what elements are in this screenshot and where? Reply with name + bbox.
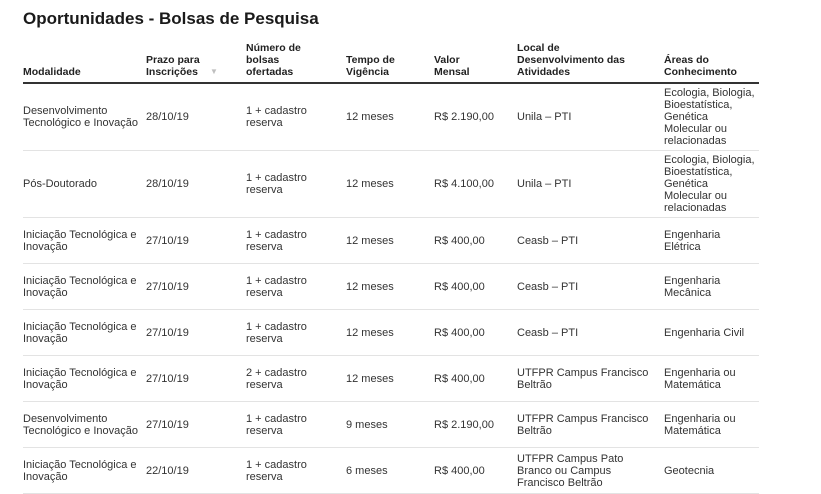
local-cell: Ceasb – PTI [517, 218, 664, 264]
tempo-vigencia-cell: 12 meses [346, 310, 434, 356]
table-row [23, 83, 759, 151]
numero-bolsas-cell: 1 + cadastro reserva [246, 151, 346, 218]
table-row [23, 448, 759, 494]
prazo-cell: 28/10/19 [146, 83, 246, 151]
table-row [23, 310, 759, 356]
local-cell: UTFPR Campus Pato Branco ou Campus Francisco Beltrão [517, 448, 664, 494]
areas-cell: Engenharia Civil [664, 310, 759, 356]
local-cell: UTFPR Campus Francisco Beltrão [517, 356, 664, 402]
numero-bolsas-cell: 1 + cadastro reserva [246, 83, 346, 151]
prazo-cell: 28/10/19 [146, 151, 246, 218]
column-header-areas[interactable]: Áreas do Conhecimento [664, 42, 759, 83]
modalidade-cell: Pós-Doutorado [23, 151, 146, 218]
local-cell: Ceasb – PTI [517, 264, 664, 310]
areas-cell: Engenharia ou Matemática [664, 356, 759, 402]
valor-mensal-cell: R$ 400,00 [434, 356, 517, 402]
prazo-cell: 27/10/19 [146, 402, 246, 448]
sort-down-icon[interactable]: ▼ [210, 67, 218, 76]
areas-cell: Engenharia Mecânica [664, 264, 759, 310]
column-header-local[interactable]: Local de Desenvolvimento das Atividades [517, 42, 664, 83]
valor-mensal-cell: R$ 4.100,00 [434, 151, 517, 218]
column-header-modalidade[interactable]: Modalidade [23, 42, 146, 83]
tempo-vigencia-cell: 12 meses [346, 218, 434, 264]
modalidade-cell: Iniciação Tecnológica e Inovação [23, 218, 146, 264]
valor-mensal-cell: R$ 2.190,00 [434, 83, 517, 151]
table-row [23, 151, 759, 218]
areas-cell: Engenharia ou Matemática [664, 402, 759, 448]
numero-bolsas-cell: 2 + cadastro reserva [246, 356, 346, 402]
modalidade-cell: Iniciação Tecnológica e Inovação [23, 310, 146, 356]
tempo-vigencia-cell: 12 meses [346, 83, 434, 151]
local-cell: UTFPR Campus Francisco Beltrão [517, 402, 664, 448]
numero-bolsas-cell: 1 + cadastro reserva [246, 310, 346, 356]
tempo-vigencia-cell: 12 meses [346, 264, 434, 310]
column-header-numero-bolsas[interactable]: Número de bolsas ofertadas [246, 42, 346, 83]
local-cell: Ceasb – PTI [517, 310, 664, 356]
areas-cell: Ecologia, Biologia, Bioestatística, Genética Molecular ou relacionadas [664, 83, 759, 151]
column-header-prazo[interactable]: Prazo para Inscrições ▼ [146, 42, 246, 83]
prazo-cell: 27/10/19 [146, 264, 246, 310]
valor-mensal-cell: R$ 2.190,00 [434, 402, 517, 448]
valor-mensal-cell: R$ 400,00 [434, 448, 517, 494]
table-row [23, 356, 759, 402]
modalidade-cell: Iniciação Tecnológica e Inovação [23, 356, 146, 402]
tempo-vigencia-cell: 6 meses [346, 448, 434, 494]
modalidade-cell: Desenvolvimento Tecnológico e Inovação [23, 83, 146, 151]
numero-bolsas-cell: 1 + cadastro reserva [246, 402, 346, 448]
table-row [23, 218, 759, 264]
tempo-vigencia-cell: 12 meses [346, 151, 434, 218]
opportunities-table [23, 42, 759, 494]
numero-bolsas-cell: 1 + cadastro reserva [246, 264, 346, 310]
valor-mensal-cell: R$ 400,00 [434, 218, 517, 264]
column-header-valor-mensal[interactable]: Valor Mensal [434, 42, 517, 83]
prazo-cell: 27/10/19 [146, 310, 246, 356]
modalidade-cell: Iniciação Tecnológica e Inovação [23, 448, 146, 494]
page [23, 8, 759, 494]
prazo-cell: 27/10/19 [146, 218, 246, 264]
prazo-cell: 22/10/19 [146, 448, 246, 494]
tempo-vigencia-cell: 12 meses [346, 356, 434, 402]
table-row [23, 264, 759, 310]
table-row [23, 402, 759, 448]
valor-mensal-cell: R$ 400,00 [434, 264, 517, 310]
areas-cell: Geotecnia [664, 448, 759, 494]
areas-cell: Ecologia, Biologia, Bioestatística, Genética Molecular ou relacionadas [664, 151, 759, 218]
numero-bolsas-cell: 1 + cadastro reserva [246, 218, 346, 264]
modalidade-cell: Iniciação Tecnológica e Inovação [23, 264, 146, 310]
numero-bolsas-cell: 1 + cadastro reserva [246, 448, 346, 494]
local-cell: Unila – PTI [517, 83, 664, 151]
areas-cell: Engenharia Elétrica [664, 218, 759, 264]
local-cell: Unila – PTI [517, 151, 664, 218]
table-header-row [23, 42, 759, 83]
column-header-tempo-vigencia[interactable]: Tempo de Vigência [346, 42, 434, 83]
tempo-vigencia-cell: 9 meses [346, 402, 434, 448]
modalidade-cell: Desenvolvimento Tecnológico e Inovação [23, 402, 146, 448]
page-title: Oportunidades - Bolsas de Pesquisa [23, 9, 319, 28]
prazo-cell: 27/10/19 [146, 356, 246, 402]
valor-mensal-cell: R$ 400,00 [434, 310, 517, 356]
